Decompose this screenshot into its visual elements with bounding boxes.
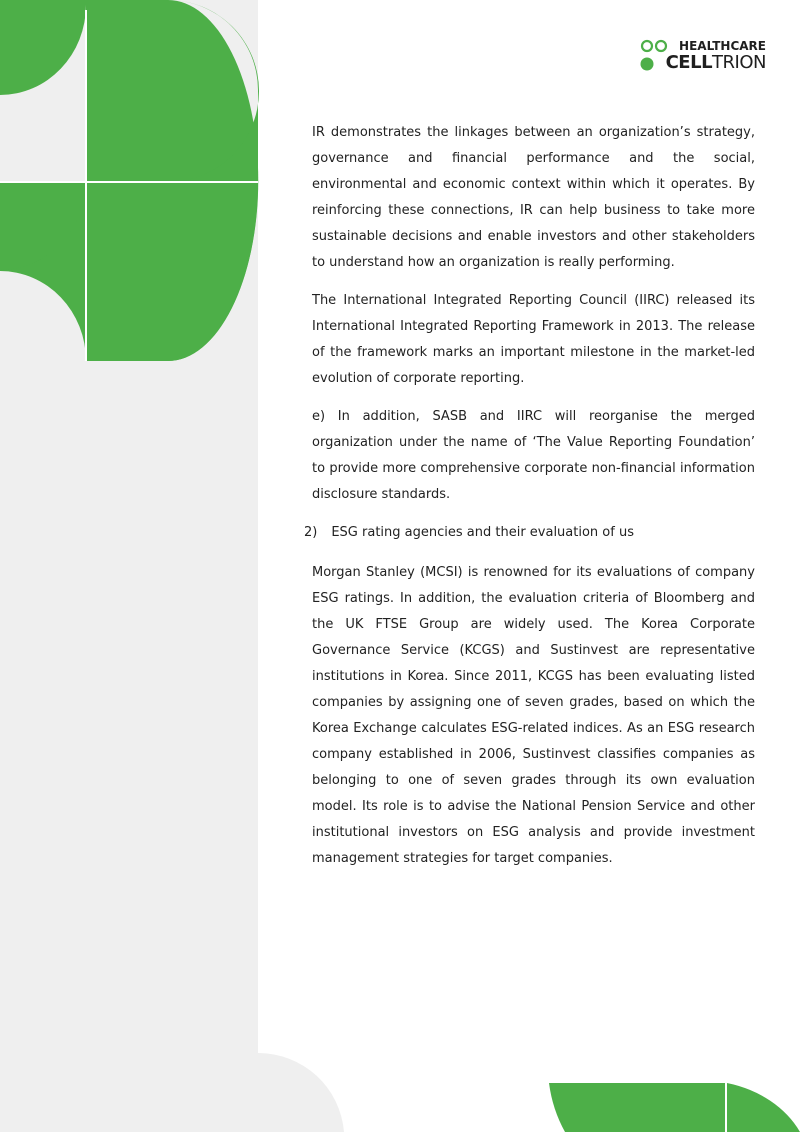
section-number: 2) bbox=[304, 525, 318, 540]
section-heading bbox=[304, 520, 755, 546]
logo-cell-text: CELL bbox=[665, 52, 713, 73]
logo-trion-text: TRION bbox=[712, 52, 766, 73]
section-title: ESG rating agencies and their evaluation of us bbox=[331, 525, 634, 540]
celltrion-healthcare-logo bbox=[640, 38, 770, 74]
green-bottom-right-quarter bbox=[727, 1083, 800, 1132]
main-content bbox=[304, 120, 755, 884]
paragraph-ir-linkages: IR demonstrates the linkages between an organization’s strategy, governance and financial performance and the social, environmental and economic context within which it operates. By reinforcing these connections, IR can help business to take more sustainable decisions and enable investors and other stakeholders to understand how an organization is really performing. bbox=[312, 125, 755, 270]
logo-healthcare-text: HEALTHCARE bbox=[679, 39, 766, 53]
gray-quarter-shape bbox=[258, 1053, 344, 1132]
paragraph-value-reporting-foundation: e) In addition, SASB and IIRC will reorganise the merged organization under the name of ‘The Value Reporting Foundation’ to provide more comprehensive corporate non-financial information disclosure standards. bbox=[312, 409, 755, 502]
logo-celltrion-text bbox=[660, 53, 766, 73]
paragraph-iirc-framework: The International Integrated Reporting Council (IIRC) released its International Integrated Reporting Framework in 2013. The release of the framework marks an important milestone in the market-led evolution of corporate reporting. bbox=[312, 293, 755, 386]
green-bottom-left-shape bbox=[549, 1083, 725, 1132]
paragraph-esg-rating-agencies: Morgan Stanley (MCSI) is renowned for its evaluations of company ESG ratings. In addition, the evaluation criteria of Bloomberg and the UK FTSE Group are widely used. The Korea Corporate Governance Service (KCGS) and Sustinvest are representative institutions in Korea. Since 2011, KCGS has been evaluating listed companies by assigning one of seven grades, based on which the Korea Exchange calculates ESG-related indices. As an ESG research company established in 2006, Sustinvest classifies companies as belonging to one of seven grades through its own evaluation model. Its role is to advise the National Pension Service and other institutional investors on ESG analysis and provide investment management strategies for target companies. bbox=[312, 565, 755, 866]
